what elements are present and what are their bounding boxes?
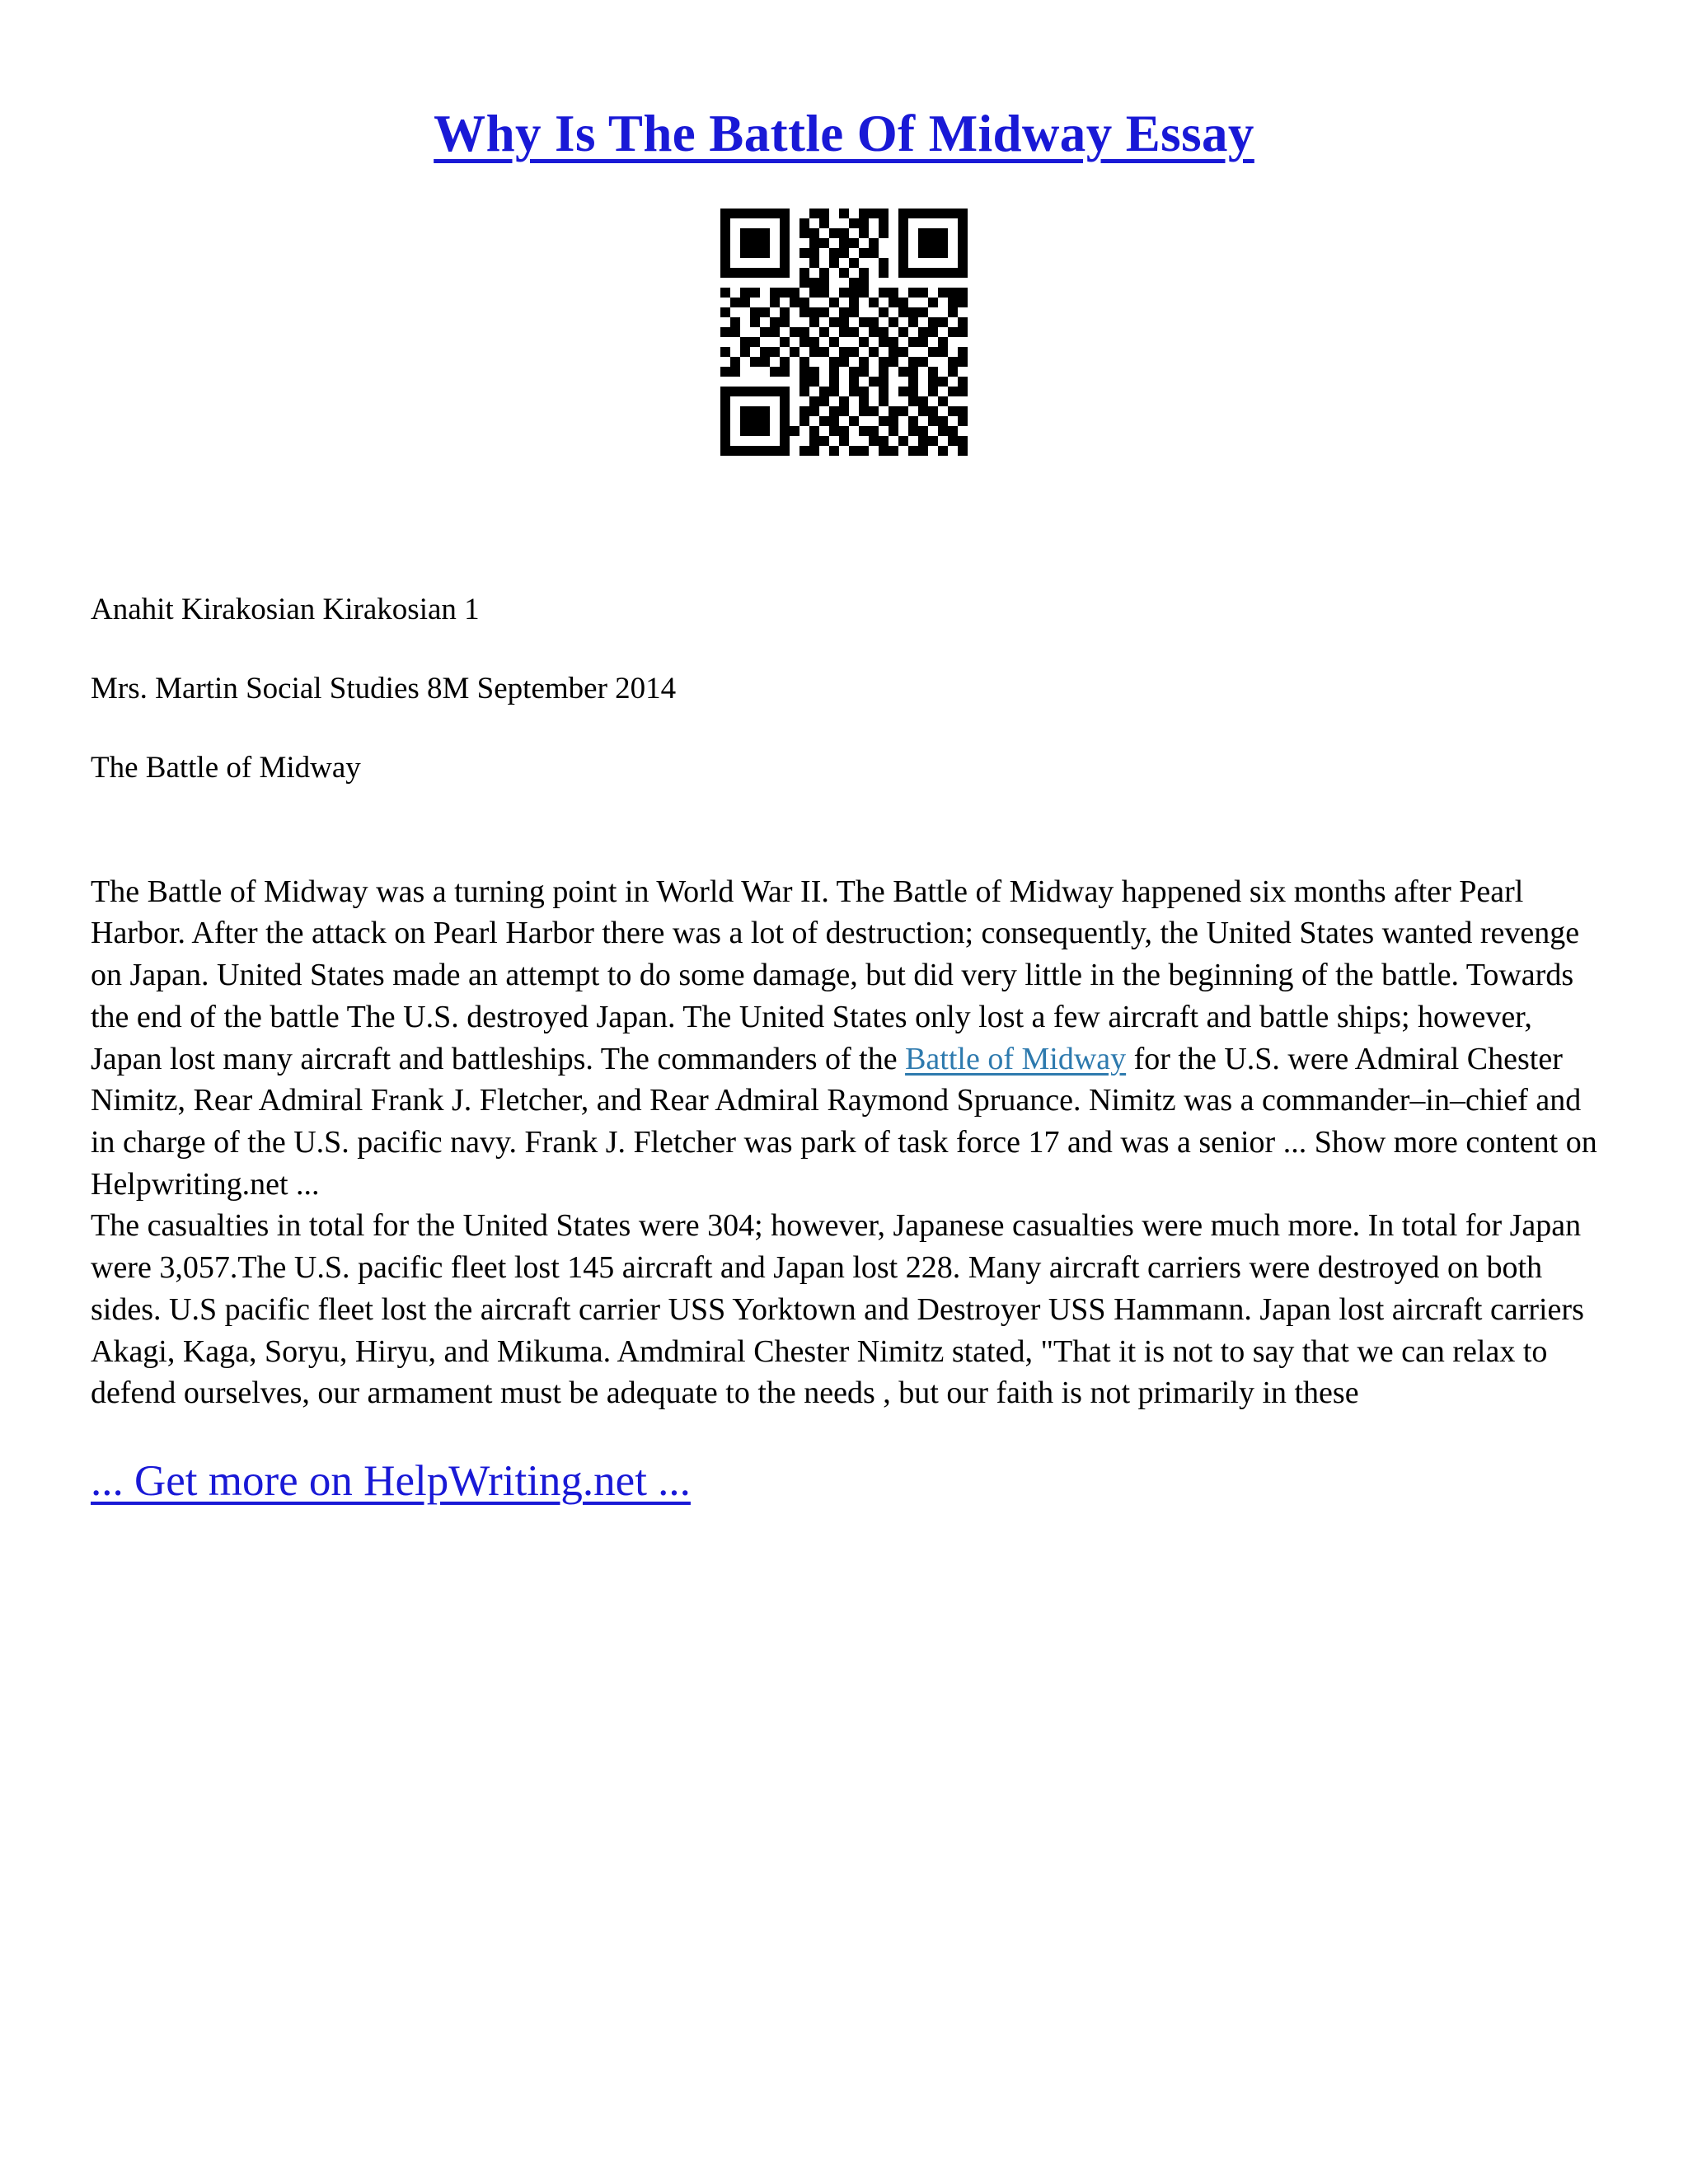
body-paragraph-1 xyxy=(91,871,1607,1206)
qr-code-container xyxy=(0,209,1688,460)
title-container xyxy=(0,0,1688,162)
body-paragraph-2: The casualties in total for the United States were 304; however, Japanese casualties were much more. In total for Japan were 3,057.The U.S. pacific fleet lost 145 aircraft and Japan lost 228. Many aircraft carriers were destroyed on both sides. U.S pacific fleet lost the aircraft carrier USS Yorktown and Destroyer USS Hammann. Japan lost aircraft carriers Akagi, Kaga, Soryu, Hiryu, and Mikuma. Amdmiral Chester Nimitz stated, "That it is not to say that we can relax to defend ourselves, our armament must be adequate to the needs , but our faith is not primarily in these xyxy=(91,1208,1584,1411)
meta-course-line: Mrs. Martin Social Studies 8M September 2014 xyxy=(91,672,677,706)
meta-subject-line: The Battle of Midway xyxy=(91,751,361,785)
get-more-helpwriting-link[interactable]: ... Get more on HelpWriting.net ... xyxy=(91,1457,691,1505)
paragraph-1-text-after-link: for the U.S. were Admiral Chester Nimitz, Rear Admiral Frank J. Fletcher, and Rear Admiral Raymond Spruance. Nimitz was a commander–in–chief and in charge of the U.S. pacific navy. Frank J. Fletcher was park of task force 17 and was a senior ... Show more content on Helpwriting.net ... xyxy=(91,1041,1597,1202)
footer-link-container xyxy=(91,1455,1607,1508)
meta-author-line: Anahit Kirakosian Kirakosian 1 xyxy=(91,593,480,627)
author-meta-block xyxy=(91,551,1607,828)
battle-of-midway-link[interactable]: Battle of Midway xyxy=(905,1041,1127,1076)
page-title-link[interactable]: Why Is The Battle Of Midway Essay xyxy=(434,105,1254,162)
paragraph-1-text-before-link: The Battle of Midway was a turning point in World War II. The Battle of Midway happened six months after Pearl Harbor. After the attack on Pearl Harbor there was a lot of destruction; consequently, the United States wanted revenge on Japan. United States made an attempt to do some damage, but did very little in the beginning of the battle. Towards the end of the battle The U.S. destroyed Japan. The United States only lost a few aircraft and battle ships; however, Japan lost many aircraft and battleships. The commanders of the xyxy=(91,874,1580,1076)
document-body xyxy=(91,551,1607,1508)
qr-code-icon xyxy=(720,209,968,456)
